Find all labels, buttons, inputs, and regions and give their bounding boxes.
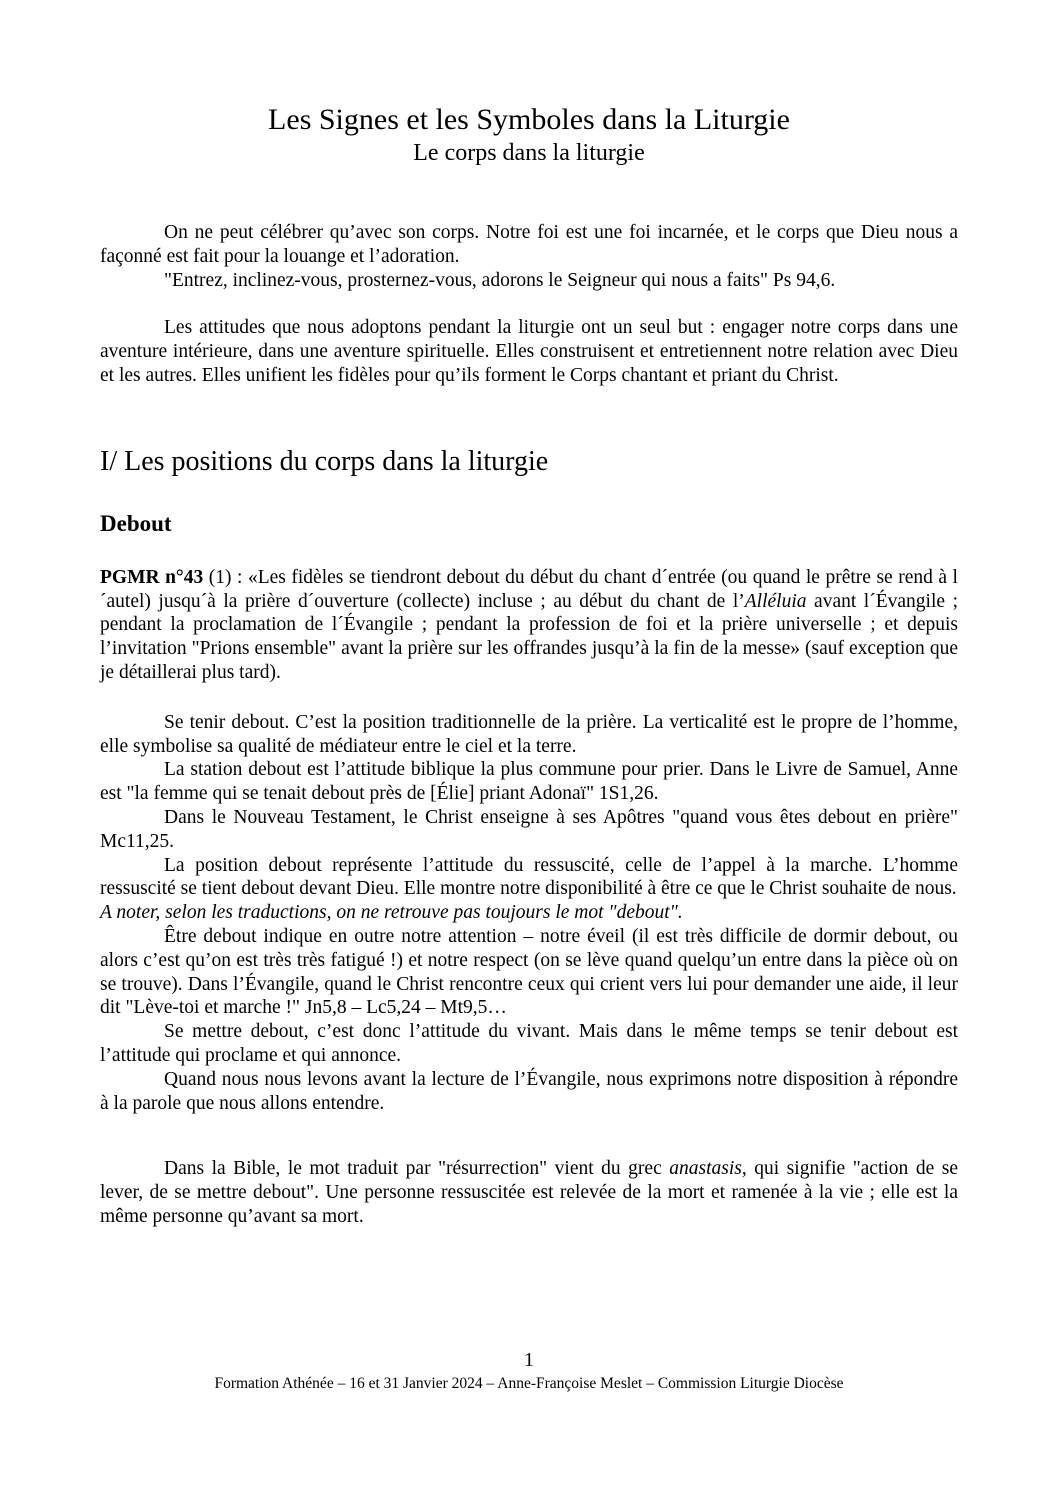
page-number: 1	[524, 1349, 534, 1371]
bible-text-part2: , qui signifie "action de se lever, de se mettre debout". Une personne ressuscitée est relevée de la mort et ramenée à la vie ; elle est la même personne qu’avant sa mort.	[100, 1158, 958, 1227]
section-heading: I/ Les positions du corps dans la liturgie	[100, 445, 549, 477]
pgmr-reference-label: PGMR n°43	[100, 566, 204, 588]
footer-credit: Formation Athénée – 16 et 31 Janvier 2024 – Anne-Françoise Meslet – Commission Liturgie Diocèse	[214, 1375, 844, 1392]
paragraph-bible-resurrection	[100, 1157, 958, 1228]
paragraph-pgmr	[100, 566, 958, 685]
page-footer	[0, 1348, 1058, 1393]
document-subtitle: Le corps dans la liturgie	[413, 140, 645, 166]
paragraph-position-debout: La position debout représente l’attitude du ressuscité, celle de l’appel à la marche. L’homme ressuscité se tient debout devant Dieu. Elle montre notre disponibilité à être ce que le Christ souhaite de nous.	[100, 854, 958, 900]
paragraph-se-mettre-debout: Se mettre debout, c’est donc l’attitude du vivant. Mais dans le même temps se tenir debout est l’attitude qui proclame et qui annonce.	[100, 1021, 958, 1066]
paragraph-psalm-quote: "Entrez, inclinez-vous, prosternez-vous, adorons le Seigneur qui nous a faits" Ps 94,6.	[164, 269, 836, 291]
document-title: Les Signes et les Symboles dans la Liturgie	[268, 103, 790, 136]
paragraph-intro-1: On ne peut célébrer qu’avec son corps. Notre foi est une foi incarnée, et le corps que Dieu nous a façonné est fait pour la louange et l’adoration.	[100, 222, 958, 267]
bible-text-part1: Dans la Bible, le mot traduit par "résurrection" vient du grec	[164, 1158, 670, 1180]
subsection-heading-debout: Debout	[100, 510, 172, 536]
paragraph-etre-debout: Être debout indique en outre notre attention – notre éveil (il est très difficile de dormir debout, ou alors c’est qu’on est très très fatigué !) et notre respect (on se lève quand quelqu’un entre dans la pièce où on se trouve). Dans l’Évangile, quand le Christ rencontre ceux qui crient vers lui pour demander une aide, il leur dit "Lève-toi et marche !" Jn5,8 – Lc5,24 – Mt9,5…	[100, 925, 958, 1019]
paragraph-note-traductions: A noter, selon les traductions, on ne retrouve pas toujours le mot "debout".	[100, 902, 683, 924]
bible-italic-term: anastasis	[669, 1158, 742, 1180]
paragraph-se-tenir-debout: Se tenir debout. C’est la position traditionnelle de la prière. La verticalité est le propre de l’homme, elle symbolise sa qualité de médiateur entre le ciel et la terre.	[100, 711, 958, 757]
pgmr-italic-term: Alléluia	[744, 590, 807, 612]
pgmr-text-part1: (1) : «Les fidèles se tiendront debout du début du chant d´entrée (ou quand le prêtre se rend à l´autel) jusqu´à la prière d´ouverture (collecte) incluse ; au début du chant de l’	[100, 566, 958, 612]
pgmr-text-part2: avant l´Évangile ; pendant la proclamation de l´Évangile ; pendant la profession de foi et la prière universelle ; et depuis l’invitation "Prions ensemble" avant la prière sur les offrandes jusqu’à la fin de la messe» (sauf exception que je détaillerai plus tard).	[100, 590, 958, 683]
document-content	[100, 0, 958, 1229]
paragraph-nouveau-testament: Dans le Nouveau Testament, le Christ enseigne à ses Apôtres "quand vous êtes debout en prière" Mc11,25.	[100, 806, 958, 852]
paragraph-intro-2: Les attitudes que nous adoptons pendant la liturgie ont un seul but : engager notre corps dans une aventure intérieure, dans une aventure spirituelle. Elles construisent et entretiennent notre relation avec Dieu et les autres. Elles unifient les fidèles pour qu’ils forment le Corps chantant et priant du Christ.	[100, 317, 958, 386]
paragraph-station-debout: La station debout est l’attitude biblique la plus commune pour prier. Dans le Livre de Samuel, Anne est "la femme qui se tenait debout près de [Élie] priant Adonaï" 1S1,26.	[100, 759, 958, 805]
paragraph-quand-nous-levons: Quand nous nous levons avant la lecture de l’Évangile, nous exprimons notre disposition à répondre à la parole que nous allons entendre.	[100, 1068, 958, 1114]
